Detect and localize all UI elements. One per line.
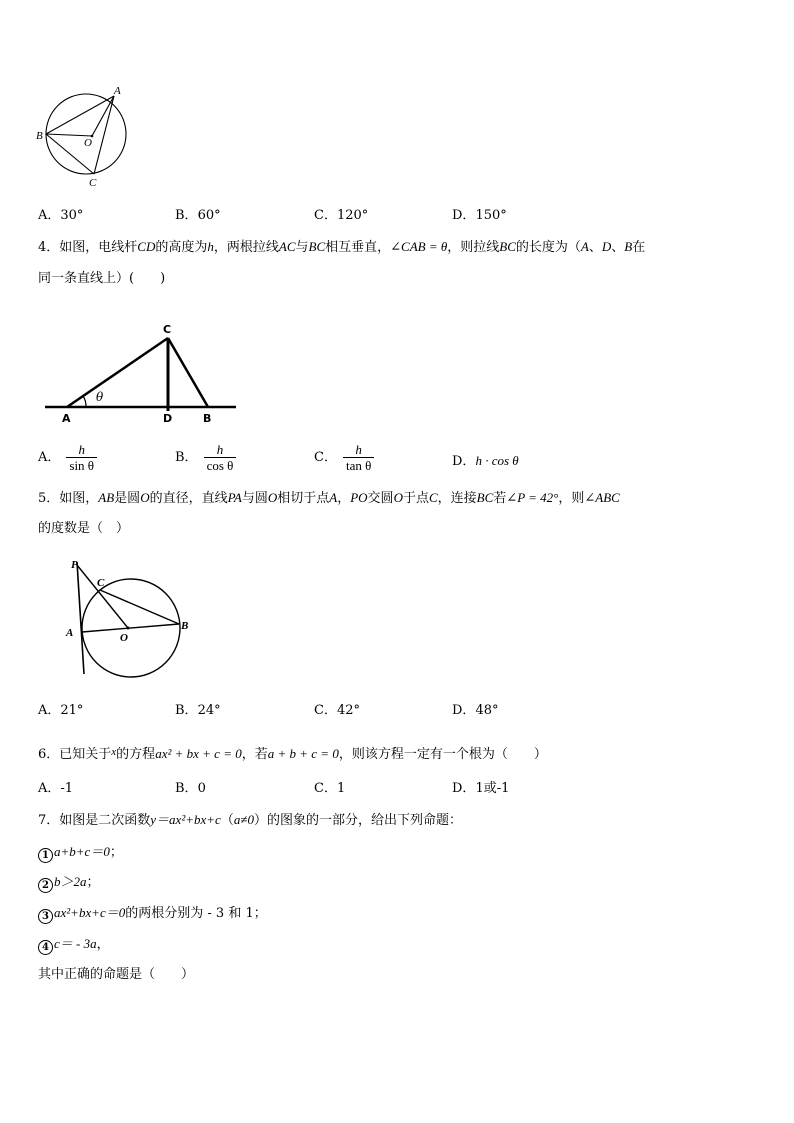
q4-label-B: B (203, 412, 212, 425)
q7-item-4: 4 c＝ - 3a， (38, 935, 110, 955)
q4-stem-line1: 4．如图，电线杆CD的高度为h，两根拉线AC与BC相互垂直，∠CAB = θ，则拉线BC的长度为（A、D、B在 (38, 239, 646, 255)
q3-circle-figure (34, 82, 134, 190)
q5-label-P: P (71, 559, 78, 571)
q7-item-3: 3 ax²+bx+c＝0的两根分别为 - 3 和 1； (38, 904, 267, 924)
q4-label-A: A (62, 412, 71, 425)
q7-question: 其中正确的命题是（ ） (38, 967, 195, 982)
q4-angle-arc (83, 396, 86, 407)
q4-label-C: C (163, 323, 172, 336)
q6-choice-a: A．-1 (38, 781, 74, 796)
q5-tangent-figure (60, 556, 200, 678)
q3-choice-b: B．60° (175, 208, 221, 223)
q3-line-AC (94, 96, 114, 174)
q5-line-PO (77, 565, 128, 628)
q4-line-AC (67, 338, 168, 407)
q4-pole-figure (40, 318, 240, 428)
q3-line-BO (46, 134, 92, 136)
q6-choice-d: D．1或-1 (452, 781, 510, 796)
q5-choice-b: B．24° (175, 703, 221, 718)
q4-label-theta: θ (96, 390, 104, 404)
q5-label-A: A (66, 627, 74, 639)
q5-label-O: O (120, 632, 128, 644)
circled-number-icon: 1 (38, 848, 53, 863)
q5-stem-line1: 5．如图，AB是圆O的直径，直线PA与圆O相切于点A，PO交圆O于点C，连接BC若∠P = 42°，则∠ABC (38, 490, 620, 506)
q4-choice-a: A． $\frac{h}{\text{sin θ}}$ (38, 442, 97, 474)
q3-label-C: C (89, 177, 97, 189)
q4-choice-c: C． $\frac{h}{\text{tan θ}}$ (314, 442, 374, 474)
q5-line-AB (82, 624, 179, 632)
q5-choice-d: D．48° (452, 703, 499, 718)
circled-number-icon: 4 (38, 940, 53, 955)
q3-choice-c: C．120° (314, 208, 369, 223)
q4-choice-b: B． $\frac{h}{\text{cos θ}}$ (175, 442, 236, 474)
q3-choice-d: D．150° (452, 208, 507, 223)
circled-number-icon: 3 (38, 909, 53, 924)
q3-label-O: O (84, 137, 92, 149)
q6-choice-c: C．1 (314, 781, 346, 796)
q3-label-B: B (36, 130, 43, 142)
q5-center-dot (127, 627, 130, 630)
q4-line-CB (168, 338, 208, 407)
q4-choice-d: D．h · cos θ (452, 453, 519, 469)
q7-item-1: 1 a+b+c＝0； (38, 843, 123, 863)
q4-label-D: D (163, 412, 173, 425)
q5-label-C: C (97, 577, 105, 589)
circled-number-icon: 2 (38, 878, 53, 893)
q4-stem-line2: 同一条直线上）( ) (38, 271, 166, 286)
q5-choice-a: A．21° (38, 703, 84, 718)
q3-choice-a: A．30° (38, 208, 84, 223)
q6-choice-b: B．0 (175, 781, 206, 796)
q6-stem: 6．已知关于$^x$的方程ax² + bx + c = 0，若a + b + c = 0，则该方程一定有一个根为（ ） (38, 746, 547, 762)
q3-label-A: A (114, 85, 121, 97)
q5-stem-line2: 的度数是（ ） (38, 521, 130, 536)
q7-item-2: 2 b＞2a； (38, 873, 100, 893)
q7-stem: 7．如图是二次函数y＝ax²+bx+c（a≠0）的图象的一部分，给出下列命题： (38, 812, 462, 828)
q5-choice-c: C．42° (314, 703, 360, 718)
q5-label-B: B (181, 620, 189, 632)
